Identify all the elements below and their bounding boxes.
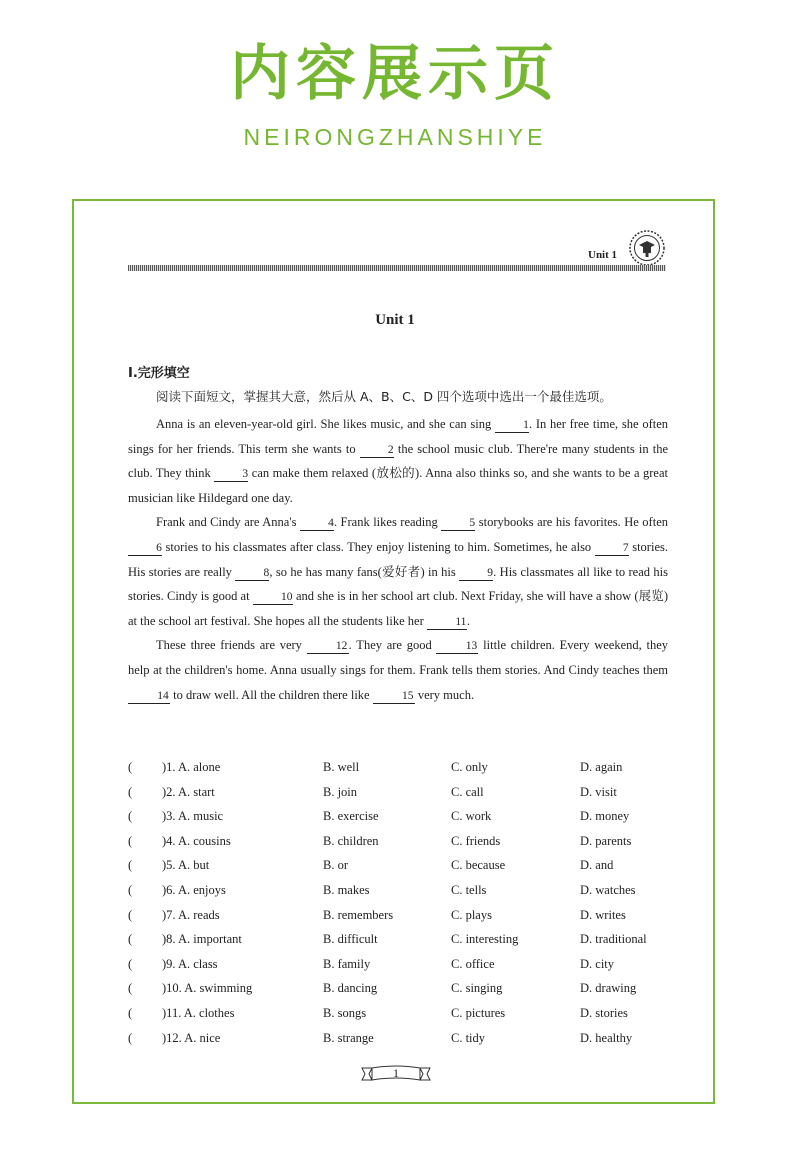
blank-12: 12	[307, 639, 349, 654]
option-a: )12. A. nice	[162, 1030, 221, 1045]
option-b: B. makes	[323, 883, 370, 897]
question-row	[128, 883, 668, 903]
section-title: Ⅰ.完形填空	[128, 366, 190, 381]
passage-paragraph-2	[128, 510, 668, 633]
option-b: B. or	[323, 858, 348, 873]
passage-text: Frank and Cindy are Anna's	[156, 515, 300, 530]
option-b: B. join	[323, 784, 358, 799]
blank-1: 1	[495, 418, 529, 433]
answer-paren[interactable]: (	[128, 760, 133, 774]
option-c: C. because	[451, 858, 506, 873]
blank-10: 10	[253, 590, 293, 605]
passage-text: . His classmates all like to read his stories. Cindy is good at	[128, 564, 668, 604]
page-number: 1	[393, 1066, 399, 1080]
answer-paren[interactable]: (	[128, 809, 133, 824]
option-d: D. watches	[580, 883, 636, 897]
passage-text: stories to his classmates after class. They enjoy listening to him. Sometimes, he also	[162, 539, 595, 554]
answer-paren[interactable]: (	[128, 1030, 133, 1045]
passage-text: very much.	[414, 687, 475, 702]
option-a: )8. A. important	[162, 932, 242, 947]
blank-13: 13	[436, 639, 478, 654]
option-d: D. healthy	[580, 1030, 633, 1045]
header-rule	[128, 265, 666, 271]
option-d: D. writes	[580, 907, 626, 922]
option-b: B. well	[323, 760, 360, 774]
question-row	[128, 1031, 668, 1051]
unit-heading: Unit 1	[375, 312, 415, 328]
option-b: B. family	[323, 956, 371, 971]
blank-2: 2	[360, 443, 394, 458]
question-row	[128, 981, 668, 1001]
option-a: )6. A. enjoys	[162, 883, 226, 897]
blank-5: 5	[441, 516, 475, 531]
option-d: D. city	[580, 956, 615, 971]
blank-9: 9	[459, 566, 493, 581]
option-b: B. strange	[323, 1030, 374, 1045]
blank-4: 4	[300, 516, 334, 531]
option-c: C. office	[451, 956, 495, 971]
passage-text: stories. His stories are really	[128, 539, 668, 579]
option-a: )2. A. start	[162, 784, 215, 799]
option-c: C. plays	[451, 907, 492, 922]
blank-11: 11	[427, 615, 467, 630]
option-b: B. songs	[323, 1006, 367, 1020]
option-c: C. singing	[451, 981, 503, 996]
option-c: C. work	[451, 809, 492, 824]
question-row	[128, 858, 668, 878]
passage-text: These three friends are very	[156, 638, 307, 653]
passage-text: .	[466, 613, 471, 628]
blank-6: 6	[128, 541, 162, 556]
option-a: )4. A. cousins	[162, 833, 231, 848]
passage-text: can make them relaxed (放松的). Anna also thinks so, and she wants to be a great musician like Hildegard one day.	[128, 466, 668, 505]
option-a: )1. A. alone	[162, 760, 221, 774]
blank-15: 15	[373, 689, 415, 704]
passage-text: little children. Every weekend, they help at the children's home. Anna usually sings for them. Frank tells them stories. And Cindy teaches them	[128, 638, 668, 677]
page-title: 内容展示页	[230, 39, 560, 109]
answer-paren[interactable]: (	[128, 981, 133, 996]
page-number-ribbon	[360, 1064, 432, 1084]
answer-paren[interactable]: (	[128, 907, 133, 922]
passage-text: and she is in her school art club. Next Friday, she will have a show (展览) at the school art festival. She hopes all the students like her	[128, 589, 668, 628]
passage-text: Anna is an eleven-year-old girl. She likes music, and she can sing	[156, 417, 495, 431]
option-a: )5. A. but	[162, 858, 210, 873]
option-c: C. interesting	[451, 932, 519, 947]
question-row	[128, 760, 668, 780]
cloze-passage	[128, 412, 668, 707]
passage-text: . In her free time, she often sings for her friends. This term she wants to	[128, 417, 669, 456]
answer-paren[interactable]: (	[128, 833, 133, 848]
passage-paragraph-3	[128, 633, 668, 707]
passage-paragraph-1	[128, 412, 668, 510]
option-a: )10. A. swimming	[162, 981, 253, 996]
option-a: )9. A. class	[162, 956, 218, 971]
option-d: D. and	[580, 858, 614, 873]
option-a: )11. A. clothes	[162, 1006, 235, 1020]
question-row	[128, 932, 668, 952]
option-c: C. friends	[451, 833, 501, 848]
passage-text: , so he has many fans(爱好者) in his	[269, 564, 460, 579]
question-row	[128, 785, 668, 805]
option-c: C. call	[451, 784, 484, 799]
page-subtitle: NEIRONGZHANSHIYE	[243, 124, 547, 150]
option-c: C. tidy	[451, 1030, 486, 1045]
option-b: B. exercise	[323, 809, 379, 824]
option-d: D. drawing	[580, 981, 637, 996]
blank-7: 7	[595, 541, 629, 556]
answer-paren[interactable]: (	[128, 1006, 133, 1020]
option-a: )7. A. reads	[162, 907, 220, 922]
option-b: B. children	[323, 833, 379, 848]
answer-paren[interactable]: (	[128, 784, 133, 799]
option-c: C. pictures	[451, 1006, 506, 1020]
blank-14: 14	[128, 689, 170, 704]
question-row	[128, 957, 668, 977]
option-c: C. tells	[451, 883, 487, 897]
passage-text: the school music club. There're many students in the club. They think	[128, 441, 668, 481]
unit-badge-icon	[626, 228, 668, 268]
option-d: D. again	[580, 760, 623, 774]
blank-8: 8	[235, 566, 269, 581]
section-instruction: 阅读下面短文，掌握其大意，然后从 A、B、C、D 四个选项中选出一个最佳选项。	[156, 389, 612, 404]
passage-text: . Frank likes reading	[333, 515, 442, 530]
option-b: B. dancing	[323, 981, 378, 996]
question-row	[128, 809, 668, 829]
answer-paren[interactable]: (	[128, 932, 133, 947]
option-b: B. remembers	[323, 907, 394, 922]
question-row	[128, 834, 668, 854]
answer-paren[interactable]: (	[128, 956, 133, 971]
running-head-label: Unit 1	[588, 249, 618, 261]
answer-paren[interactable]: (	[128, 883, 133, 897]
option-d: D. money	[580, 809, 630, 824]
option-a: )3. A. music	[162, 809, 224, 824]
passage-text: . They are good	[348, 638, 437, 653]
option-d: D. traditional	[580, 932, 647, 947]
option-c: C. only	[451, 760, 488, 774]
option-d: D. parents	[580, 833, 632, 848]
question-row	[128, 1006, 668, 1026]
option-d: D. visit	[580, 784, 617, 799]
option-d: D. stories	[580, 1006, 628, 1020]
option-b: B. difficult	[323, 932, 378, 947]
passage-text: storybooks are his favorites. He often	[475, 515, 668, 530]
answer-paren[interactable]: (	[128, 858, 133, 873]
passage-text: to draw well. All the children there like	[170, 687, 373, 702]
question-row	[128, 908, 668, 928]
blank-3: 3	[214, 467, 248, 482]
